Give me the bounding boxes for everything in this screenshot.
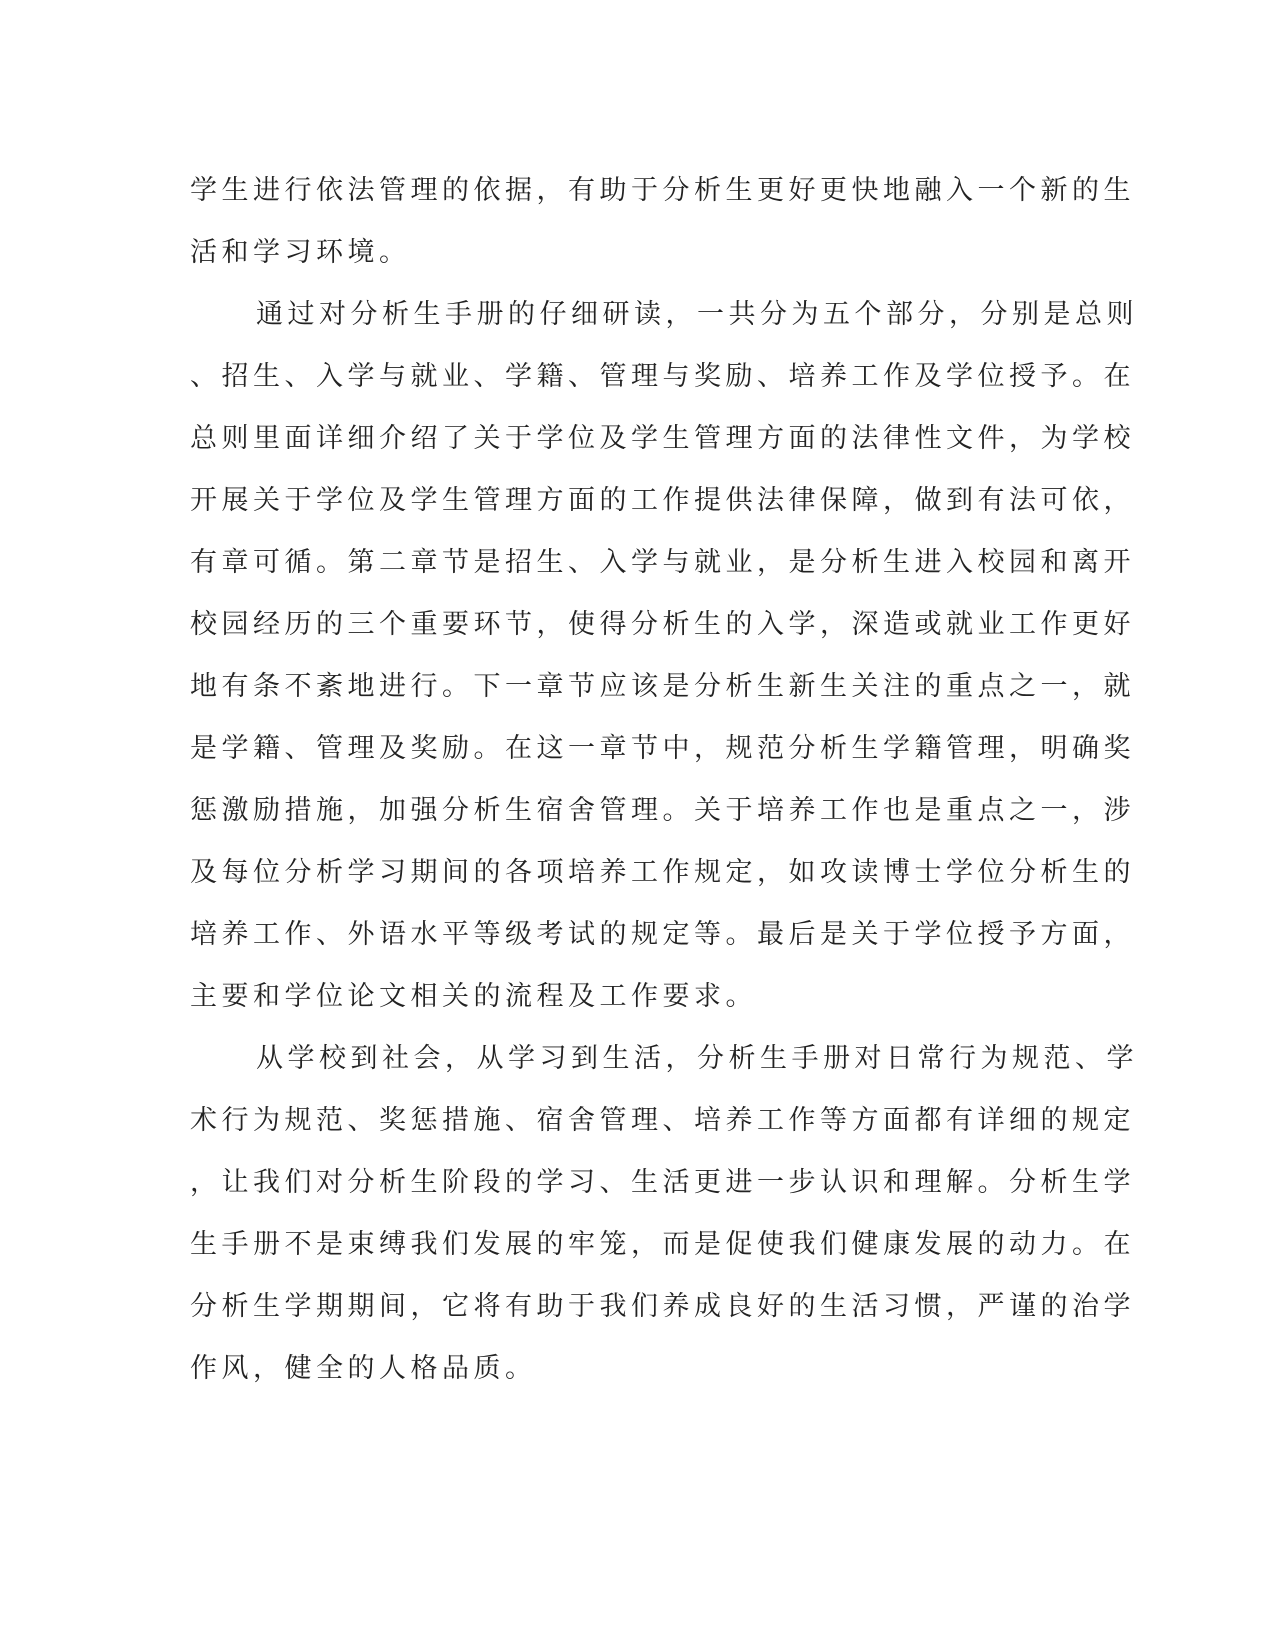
paragraph-3: [190, 1028, 1138, 1400]
document-body: [190, 160, 1138, 1400]
paragraph-line: 主要和学位论文相关的流程及工作要求。: [190, 981, 757, 1012]
paragraph-line: 地有条不紊地进行。下一章节应该是分析生新生关注的重点之一，就: [190, 671, 1135, 702]
paragraph-line: 及每位分析学习期间的各项培养工作规定，如攻读博士学位分析生的: [190, 857, 1135, 888]
paragraph-line: 通过对分析生手册的仔细研读，一共分为五个部分，分别是总则: [256, 299, 1138, 330]
paragraph-line: 从学校到社会，从学习到生活，分析生手册对日常行为规范、学: [256, 1043, 1138, 1074]
paragraph-line: 活和学习环境。: [190, 237, 411, 268]
paragraph-line: ，让我们对分析生阶段的学习、生活更进一步认识和理解。分析生学: [190, 1167, 1135, 1198]
paragraph-line: 有章可循。第二章节是招生、入学与就业，是分析生进入校园和离开: [190, 547, 1135, 578]
paragraph-line: 学生进行依法管理的依据，有助于分析生更好更快地融入一个新的生: [190, 175, 1135, 206]
paragraph-line: 培养工作、外语水平等级考试的规定等。最后是关于学位授予方面，: [190, 919, 1135, 950]
paragraph-line: 总则里面详细介绍了关于学位及学生管理方面的法律性文件，为学校: [190, 423, 1135, 454]
paragraph-line: 作风，健全的人格品质。: [190, 1353, 537, 1384]
paragraph-line: 惩激励措施，加强分析生宿舍管理。关于培养工作也是重点之一，涉: [190, 795, 1135, 826]
paragraph-line: 校园经历的三个重要环节，使得分析生的入学，深造或就业工作更好: [190, 609, 1135, 640]
paragraph-line: 分析生学期期间，它将有助于我们养成良好的生活习惯，严谨的治学: [190, 1291, 1135, 1322]
paragraph-line: 生手册不是束缚我们发展的牢笼，而是促使我们健康发展的动力。在: [190, 1229, 1135, 1260]
paragraph-line: 术行为规范、奖惩措施、宿舍管理、培养工作等方面都有详细的规定: [190, 1105, 1135, 1136]
paragraph-1: [190, 160, 1135, 284]
paragraph-line: 、招生、入学与就业、学籍、管理与奖励、培养工作及学位授予。在: [190, 361, 1135, 392]
paragraph-line: 开展关于学位及学生管理方面的工作提供法律保障，做到有法可依，: [190, 485, 1135, 516]
paragraph-line: 是学籍、管理及奖励。在这一章节中，规范分析生学籍管理，明确奖: [190, 733, 1135, 764]
paragraph-2: [190, 284, 1138, 1028]
